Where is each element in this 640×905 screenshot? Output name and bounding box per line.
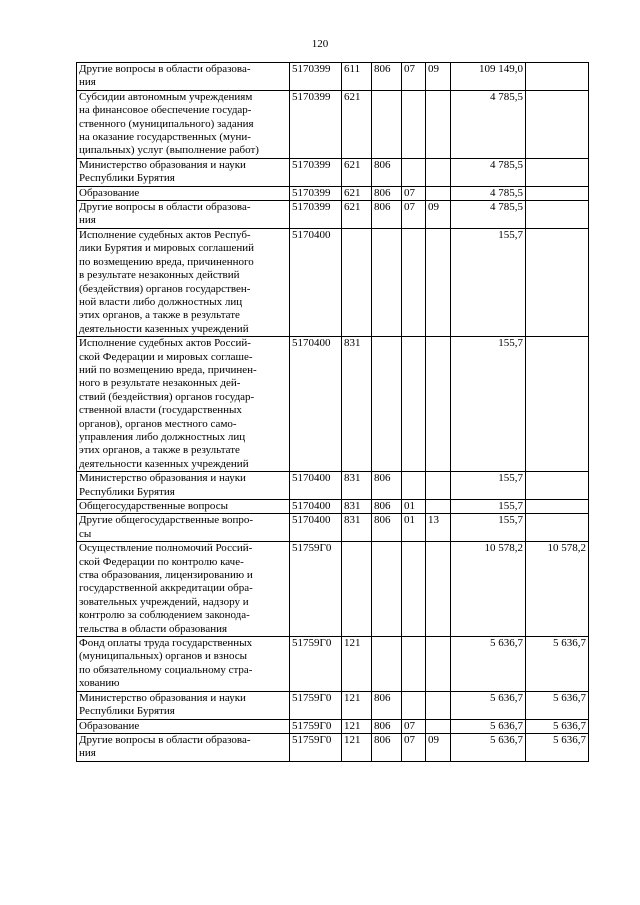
ministry-code-cell: 806	[372, 500, 402, 514]
expense-type-cell: 611	[342, 63, 372, 91]
expense-type-cell: 621	[342, 201, 372, 229]
subsection-cell	[426, 637, 451, 692]
item-name-line: лики Бурятия и мировых соглашений	[79, 242, 255, 255]
target-article-cell: 5170400	[290, 228, 342, 336]
subsection-cell	[426, 691, 451, 719]
ministry-code-cell: 806	[372, 733, 402, 761]
expense-type-cell: 831	[342, 472, 372, 500]
section-cell: 01	[402, 514, 426, 542]
ministry-code-cell: 806	[372, 691, 402, 719]
item-name-line: Общегосударственные вопросы	[79, 500, 228, 512]
table-row	[77, 63, 589, 91]
target-article-cell: 5170399	[290, 90, 342, 158]
subsection-cell	[426, 158, 451, 186]
item-name-cell	[77, 691, 290, 719]
section-cell	[402, 158, 426, 186]
expense-type-cell: 121	[342, 637, 372, 692]
target-article-cell: 51759Г0	[290, 637, 342, 692]
item-name-line: ния	[79, 214, 96, 227]
table-row	[77, 733, 589, 761]
table-row	[77, 542, 589, 637]
subsection-cell: 09	[426, 733, 451, 761]
item-name-line: в результате незаконных действий	[79, 269, 240, 282]
ministry-code-cell	[372, 337, 402, 472]
expense-type-cell: 621	[342, 186, 372, 200]
item-name-line: Другие общегосударственные вопро-	[79, 514, 254, 527]
subsection-cell	[426, 500, 451, 514]
amount-cell: 155,7	[451, 337, 526, 472]
item-name-cell	[77, 542, 290, 637]
subsection-cell: 13	[426, 514, 451, 542]
amount-cell: 4 785,5	[451, 201, 526, 229]
item-name-line: Образование	[79, 186, 140, 199]
expense-type-cell: 121	[342, 733, 372, 761]
item-name-cell	[77, 90, 290, 158]
item-name-line: этих органов, а также в результате	[79, 444, 240, 457]
item-name-line: ной власти либо должностных лиц	[79, 295, 243, 308]
item-name-line: Республики Бурятия	[79, 705, 175, 718]
item-name-line: ний по возмещению вреда, причинен-	[79, 363, 257, 376]
target-article-cell: 5170400	[290, 514, 342, 542]
ministry-code-cell: 806	[372, 719, 402, 733]
item-name-line: сы	[79, 527, 92, 540]
item-name-line: ствий (бездействия) органов государ-	[79, 390, 255, 403]
table-body	[77, 63, 589, 762]
section-cell	[402, 228, 426, 336]
subsection-cell	[426, 472, 451, 500]
federal-amount-cell	[526, 500, 589, 514]
table-row	[77, 691, 589, 719]
table-row	[77, 186, 589, 200]
item-name-line: деятельности казенных учреждений	[79, 322, 249, 335]
item-name-line: ного в результате незаконных дей-	[79, 377, 241, 390]
expense-type-cell: 621	[342, 158, 372, 186]
expense-type-cell: 121	[342, 691, 372, 719]
item-name-line: на финансовое обеспечение государ-	[79, 104, 252, 117]
federal-amount-cell	[526, 514, 589, 542]
item-name-line: по возмещению вреда, причиненного	[79, 255, 254, 268]
amount-cell: 4 785,5	[451, 90, 526, 158]
federal-amount-cell	[526, 63, 589, 91]
item-name-line: ской Федерации по контролю каче-	[79, 555, 244, 568]
target-article-cell: 5170400	[290, 500, 342, 514]
amount-cell: 5 636,7	[451, 637, 526, 692]
target-article-cell: 5170400	[290, 472, 342, 500]
ministry-code-cell: 806	[372, 514, 402, 542]
target-article-cell: 51759Г0	[290, 719, 342, 733]
item-name-cell	[77, 472, 290, 500]
amount-cell: 155,7	[451, 500, 526, 514]
section-cell	[402, 472, 426, 500]
subsection-cell: 09	[426, 201, 451, 229]
amount-cell: 5 636,7	[451, 691, 526, 719]
amount-cell: 5 636,7	[451, 733, 526, 761]
ministry-code-cell: 806	[372, 201, 402, 229]
item-name-line: ственной власти (государственных	[79, 404, 242, 417]
federal-amount-cell	[526, 228, 589, 336]
ministry-code-cell: 806	[372, 186, 402, 200]
item-name-line: ственного (муниципального) задания	[79, 117, 254, 130]
subsection-cell	[426, 542, 451, 637]
table-row	[77, 719, 589, 733]
federal-amount-cell	[526, 90, 589, 158]
item-name-cell	[77, 733, 290, 761]
item-name-line: Субсидии автономным учреждениям	[79, 90, 253, 103]
expense-type-cell: 831	[342, 337, 372, 472]
federal-amount-cell: 10 578,2	[526, 542, 589, 637]
target-article-cell: 5170399	[290, 186, 342, 200]
table-row	[77, 514, 589, 542]
ministry-code-cell	[372, 90, 402, 158]
item-name-line: государственной аккредитации обра-	[79, 582, 253, 595]
federal-amount-cell: 5 636,7	[526, 719, 589, 733]
federal-amount-cell	[526, 201, 589, 229]
item-name-cell	[77, 500, 290, 514]
section-cell: 01	[402, 500, 426, 514]
expense-type-cell	[342, 228, 372, 336]
item-name-cell	[77, 158, 290, 186]
amount-cell: 155,7	[451, 472, 526, 500]
ministry-code-cell: 806	[372, 63, 402, 91]
budget-table	[76, 62, 589, 762]
subsection-cell	[426, 90, 451, 158]
federal-amount-cell	[526, 337, 589, 472]
amount-cell: 4 785,5	[451, 158, 526, 186]
item-name-line: по обязательному социальному стра-	[79, 663, 253, 676]
page-number: 120	[311, 38, 329, 50]
section-cell	[402, 90, 426, 158]
item-name-line: ства образования, лицензированию и	[79, 569, 253, 582]
table-row	[77, 472, 589, 500]
amount-cell: 10 578,2	[451, 542, 526, 637]
table-row	[77, 637, 589, 692]
item-name-line: Другие вопросы в области образова-	[79, 63, 251, 75]
ministry-code-cell	[372, 637, 402, 692]
item-name-line: Исполнение судебных актов Респуб-	[79, 228, 251, 241]
item-name-cell	[77, 337, 290, 472]
item-name-cell	[77, 719, 290, 733]
item-name-cell	[77, 186, 290, 200]
federal-amount-cell	[526, 158, 589, 186]
section-cell: 07	[402, 63, 426, 91]
item-name-line: Другие вопросы в области образова-	[79, 201, 251, 214]
subsection-cell: 09	[426, 63, 451, 91]
federal-amount-cell: 5 636,7	[526, 691, 589, 719]
expense-type-cell: 121	[342, 719, 372, 733]
item-name-line: Республики Бурятия	[79, 172, 175, 185]
target-article-cell: 5170399	[290, 63, 342, 91]
expense-type-cell: 831	[342, 514, 372, 542]
target-article-cell: 5170399	[290, 201, 342, 229]
section-cell	[402, 542, 426, 637]
section-cell: 07	[402, 201, 426, 229]
section-cell: 07	[402, 186, 426, 200]
item-name-line: Осуществление полномочий Россий-	[79, 542, 253, 555]
table-row	[77, 158, 589, 186]
amount-cell: 5 636,7	[451, 719, 526, 733]
target-article-cell: 5170399	[290, 158, 342, 186]
item-name-line: управления либо должностных лиц	[79, 430, 246, 443]
subsection-cell	[426, 186, 451, 200]
amount-cell: 4 785,5	[451, 186, 526, 200]
item-name-cell	[77, 228, 290, 336]
item-name-line: Министерство образования и науки	[79, 472, 246, 485]
subsection-cell	[426, 337, 451, 472]
amount-cell: 155,7	[451, 514, 526, 542]
section-cell	[402, 691, 426, 719]
item-name-line: ципальных) услуг (выполнение работ)	[79, 144, 259, 157]
item-name-cell	[77, 63, 290, 91]
target-article-cell: 51759Г0	[290, 691, 342, 719]
item-name-line: этих органов, а также в результате	[79, 309, 240, 322]
item-name-line: на оказание государственных (муни-	[79, 131, 251, 144]
item-name-line: (муниципальных) органов и взносы	[79, 650, 248, 663]
item-name-line: (бездействия) органов государствен-	[79, 282, 251, 295]
item-name-line: контролю за соблюдением законода-	[79, 609, 250, 622]
item-name-line: Министерство образования и науки	[79, 158, 246, 171]
federal-amount-cell: 5 636,7	[526, 733, 589, 761]
item-name-line: зовательных учреждений, надзору и	[79, 595, 249, 608]
federal-amount-cell: 5 636,7	[526, 637, 589, 692]
section-cell: 07	[402, 733, 426, 761]
section-cell	[402, 637, 426, 692]
table-row	[77, 201, 589, 229]
target-article-cell: 51759Г0	[290, 733, 342, 761]
ministry-code-cell	[372, 228, 402, 336]
item-name-line: Образование	[79, 719, 140, 732]
item-name-cell	[77, 637, 290, 692]
item-name-line: Исполнение судебных актов Россий-	[79, 337, 251, 350]
subsection-cell	[426, 228, 451, 336]
federal-amount-cell	[526, 472, 589, 500]
target-article-cell: 5170400	[290, 337, 342, 472]
ministry-code-cell	[372, 542, 402, 637]
item-name-line: тельства в области образования	[79, 622, 228, 635]
item-name-line: органов), органов местного само-	[79, 417, 237, 430]
item-name-line: Фонд оплаты труда государственных	[79, 637, 253, 650]
target-article-cell: 51759Г0	[290, 542, 342, 637]
table-row	[77, 337, 589, 472]
ministry-code-cell: 806	[372, 472, 402, 500]
table-row	[77, 500, 589, 514]
section-cell	[402, 337, 426, 472]
item-name-line: Республики Бурятия	[79, 485, 175, 498]
item-name-cell	[77, 201, 290, 229]
section-cell: 07	[402, 719, 426, 733]
ministry-code-cell: 806	[372, 158, 402, 186]
subsection-cell	[426, 719, 451, 733]
amount-cell: 109 149,0	[451, 63, 526, 91]
expense-type-cell	[342, 542, 372, 637]
expense-type-cell: 831	[342, 500, 372, 514]
item-name-line: деятельности казенных учреждений	[79, 457, 249, 470]
item-name-line: ской Федерации и мировых соглаше-	[79, 350, 253, 363]
item-name-line: хованию	[79, 677, 120, 690]
item-name-line: Министерство образования и науки	[79, 691, 246, 704]
item-name-line: Другие вопросы в области образова-	[79, 733, 251, 746]
federal-amount-cell	[526, 186, 589, 200]
item-name-line: ния	[79, 747, 96, 760]
table-row	[77, 228, 589, 336]
amount-cell: 155,7	[451, 228, 526, 336]
item-name-cell	[77, 514, 290, 542]
table-row	[77, 90, 589, 158]
expense-type-cell: 621	[342, 90, 372, 158]
item-name-line: ния	[79, 76, 96, 89]
